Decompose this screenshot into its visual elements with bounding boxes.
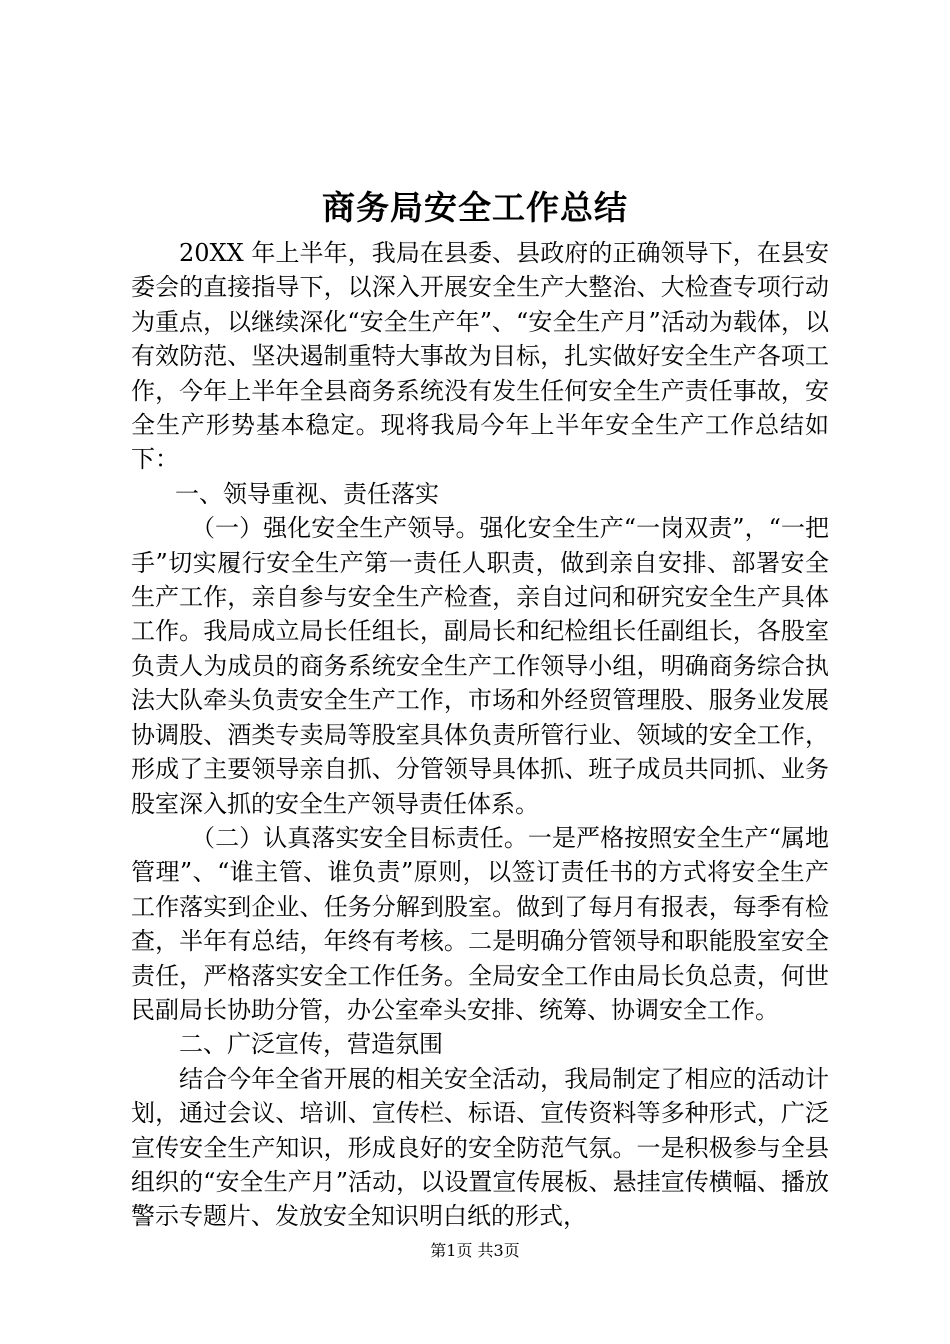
subsection-paragraph-1: （一）强化安全生产领导。强化安全生产“一岗双责”，“一把手”切实履行安全生产第一责任人职责，做到亲自安排、部署安全生产工作，亲自参与安全生产检查，亲自过问和研究安全生产具体工作。我局成立局长任组长，副局长和纪检组长任副组长，各股室负责人为成员的商务系统安全生产工作领导小组，明确商务综合执法大队牵头负责安全生产工作，市场和外经贸管理股、服务业发展协调股、酒类专卖局等股室具体负责所管行业、领域的安全工作，形成了主要领导亲自抓、分管领导具体抓、班子成员共同抓、业务股室深入抓的安全生产领导责任体系。 <box>131 514 829 818</box>
page-footer: 第1页 共3页 <box>430 1241 520 1260</box>
section-heading-2: 二、广泛宣传，营造氛围 <box>179 1030 443 1059</box>
document-title: 商务局安全工作总结 <box>322 188 628 227</box>
section-heading-1: 一、领导重视、责任落实 <box>175 479 439 508</box>
subsection-paragraph-2: （二）认真落实安全目标责任。一是严格按照安全生产“属地管理”、“谁主管、谁负责”原则，以签订责任书的方式将安全生产工作落实到企业、任务分解到股室。做到了每月有报表，每季有检查，半年有总结，年终有考核。二是明确分管领导和职能股室安全责任，严格落实安全工作任务。全局安全工作由局长负总责，何世民副局长协助分管，办公室牵头安排、统筹、协调安全工作。 <box>131 823 829 1024</box>
intro-paragraph: 20XX 年上半年，我局在县委、县政府的正确领导下，在县安委会的直接指导下，以深入开展安全生产大整治、大检查专项行动为重点，以继续深化“安全生产年”、“安全生产月”活动为载体，以有效防范、坚决遏制重特大事故为目标，扎实做好安全生产各项工作，今年上半年全县商务系统没有发生任何安全生产责任事故，安全生产形势基本稳定。现将我局今年上半年安全生产工作总结如下： <box>131 239 829 474</box>
document-body <box>131 236 829 1234</box>
section-paragraph-2: 结合今年全省开展的相关安全活动，我局制定了相应的活动计划，通过会议、培训、宣传栏、标语、宣传资料等多种形式，广泛宣传安全生产知识，形成良好的安全防范气氛。一是积极参与全县组织的“安全生产月”活动，以设置宣传展板、悬挂宣传横幅、播放警示专题片、发放安全知识明白纸的形式， <box>131 1064 829 1231</box>
